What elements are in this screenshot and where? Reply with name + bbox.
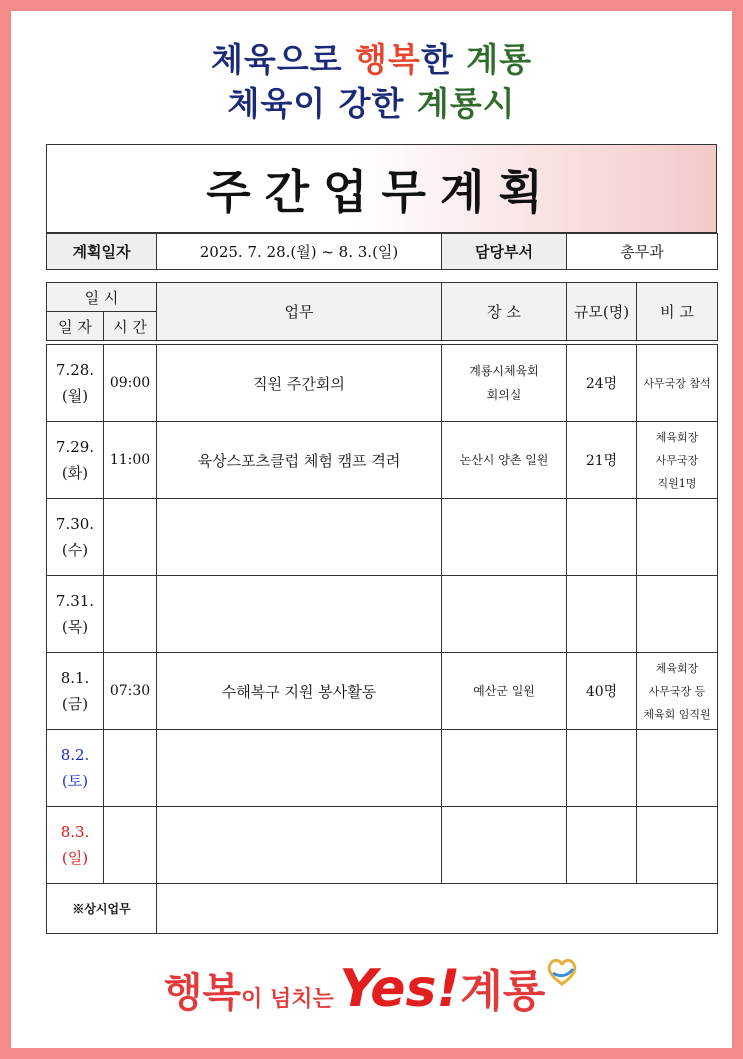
row-time	[104, 730, 157, 807]
row-note	[637, 499, 718, 576]
slogan-line-2	[0, 78, 743, 125]
slogan-1-part-2: 행복	[355, 40, 421, 79]
row-date-weekday: (수)	[61, 541, 89, 559]
row-time: 11:00	[104, 422, 157, 499]
row-date	[47, 807, 104, 884]
row-place-line-1: 예산군 일원	[473, 684, 535, 698]
row-date-day: 7.31.	[55, 592, 95, 610]
row-time: 09:00	[104, 345, 157, 422]
row-place-line-2: 회의실	[486, 388, 522, 402]
row-size: 24명	[567, 345, 637, 422]
row-note-line: 체육회 임직원	[643, 707, 711, 721]
slogan-1-part-1: 체육으로	[211, 40, 356, 79]
slogan-1-part-3: 한	[420, 40, 467, 79]
footer-logo-part-3: Yes!	[339, 959, 461, 1019]
row-task	[157, 807, 442, 884]
row-task	[157, 730, 442, 807]
schedule-rows	[47, 345, 718, 884]
row-date	[47, 653, 104, 730]
table-row	[47, 345, 718, 422]
row-task: 직원 주간회의	[157, 345, 442, 422]
dept-label: 담당부서	[442, 234, 567, 270]
table-row	[47, 576, 718, 653]
row-note-line: 사무국장	[655, 453, 699, 467]
row-note-line: 직원1명	[657, 476, 697, 490]
plan-date-value: 2025. 7. 28.(월) ~ 8. 3.(일)	[157, 234, 442, 270]
header-date: 일 자	[47, 312, 104, 341]
row-date	[47, 730, 104, 807]
header-datetime: 일 시	[47, 283, 157, 312]
row-task	[157, 499, 442, 576]
row-note	[637, 576, 718, 653]
row-time	[104, 807, 157, 884]
row-note	[637, 653, 718, 730]
header-size: 규모(명)	[567, 283, 637, 341]
footer-logo-part-1: 행복	[163, 970, 242, 1016]
row-place-line-1: 논산시 양촌 일원	[459, 453, 549, 467]
row-place	[442, 499, 567, 576]
row-place	[442, 345, 567, 422]
document-title: 주간업무계획	[206, 164, 557, 219]
dept-value: 총무과	[567, 234, 718, 270]
info-table	[46, 233, 718, 270]
heart-icon	[545, 957, 579, 987]
row-date	[47, 499, 104, 576]
row-date-day: 8.2.	[60, 746, 90, 764]
standing-label: ※상시업무	[47, 884, 157, 934]
row-task	[157, 576, 442, 653]
row-task: 육상스포츠클럽 체험 캠프 격려	[157, 422, 442, 499]
row-note	[637, 422, 718, 499]
row-note-line: 사무국장 등	[648, 684, 706, 698]
table-row	[47, 653, 718, 730]
row-task: 수해복구 지원 봉사활동	[157, 653, 442, 730]
header-row-1	[47, 283, 718, 312]
header-task: 업무	[157, 283, 442, 341]
plan-date-label: 계획일자	[47, 234, 157, 270]
document-title-box	[46, 144, 717, 233]
row-date-weekday: (토)	[61, 772, 89, 790]
row-note	[637, 730, 718, 807]
row-date-weekday: (목)	[61, 618, 89, 636]
row-date-day: 7.28.	[55, 361, 95, 379]
slogan-2-part-2: 이 강한	[293, 84, 417, 123]
row-date	[47, 576, 104, 653]
row-place	[442, 807, 567, 884]
row-note	[637, 345, 718, 422]
row-place-line-1: 계룡시체육회	[469, 364, 539, 378]
row-place	[442, 422, 567, 499]
row-date-weekday: (일)	[61, 849, 89, 867]
row-place	[442, 653, 567, 730]
row-date-weekday: (화)	[61, 464, 89, 482]
row-note-line: 체육회장	[655, 430, 699, 444]
row-date	[47, 422, 104, 499]
schedule-table	[46, 282, 718, 934]
row-date	[47, 345, 104, 422]
row-size: 21명	[567, 422, 637, 499]
header-time: 시 간	[104, 312, 157, 341]
row-size	[567, 807, 637, 884]
row-date-day: 8.3.	[60, 823, 90, 841]
row-note	[637, 807, 718, 884]
footer-logo-part-4: 계룡	[460, 966, 546, 1017]
row-date-day: 8.1.	[60, 669, 90, 687]
slogan-2-part-1: 체육	[227, 84, 294, 123]
row-place	[442, 730, 567, 807]
row-size	[567, 499, 637, 576]
row-date-day: 7.29.	[55, 438, 95, 456]
table-row	[47, 730, 718, 807]
slogan-2-part-3: 계룡시	[416, 84, 516, 123]
row-time	[104, 576, 157, 653]
row-date-weekday: (금)	[61, 695, 89, 713]
row-date-weekday: (월)	[61, 387, 89, 405]
header-note: 비 고	[637, 283, 718, 341]
standing-row	[47, 884, 718, 934]
slogan-line-1	[0, 34, 743, 81]
table-row	[47, 499, 718, 576]
table-row	[47, 422, 718, 499]
table-row	[47, 807, 718, 884]
footer-logo	[0, 955, 743, 1019]
row-time	[104, 499, 157, 576]
slogan-1-part-4: 계룡	[466, 40, 532, 79]
row-size: 40명	[567, 653, 637, 730]
row-note-line: 사무국장 참석	[643, 376, 711, 390]
row-note-line: 체육회장	[655, 661, 699, 675]
standing-value	[157, 884, 718, 934]
footer-logo-part-2: 이 넘치는	[241, 987, 334, 1012]
row-time: 07:30	[104, 653, 157, 730]
header-place: 장 소	[442, 283, 567, 341]
row-place	[442, 576, 567, 653]
row-date-day: 7.30.	[55, 515, 95, 533]
row-size	[567, 730, 637, 807]
row-size	[567, 576, 637, 653]
